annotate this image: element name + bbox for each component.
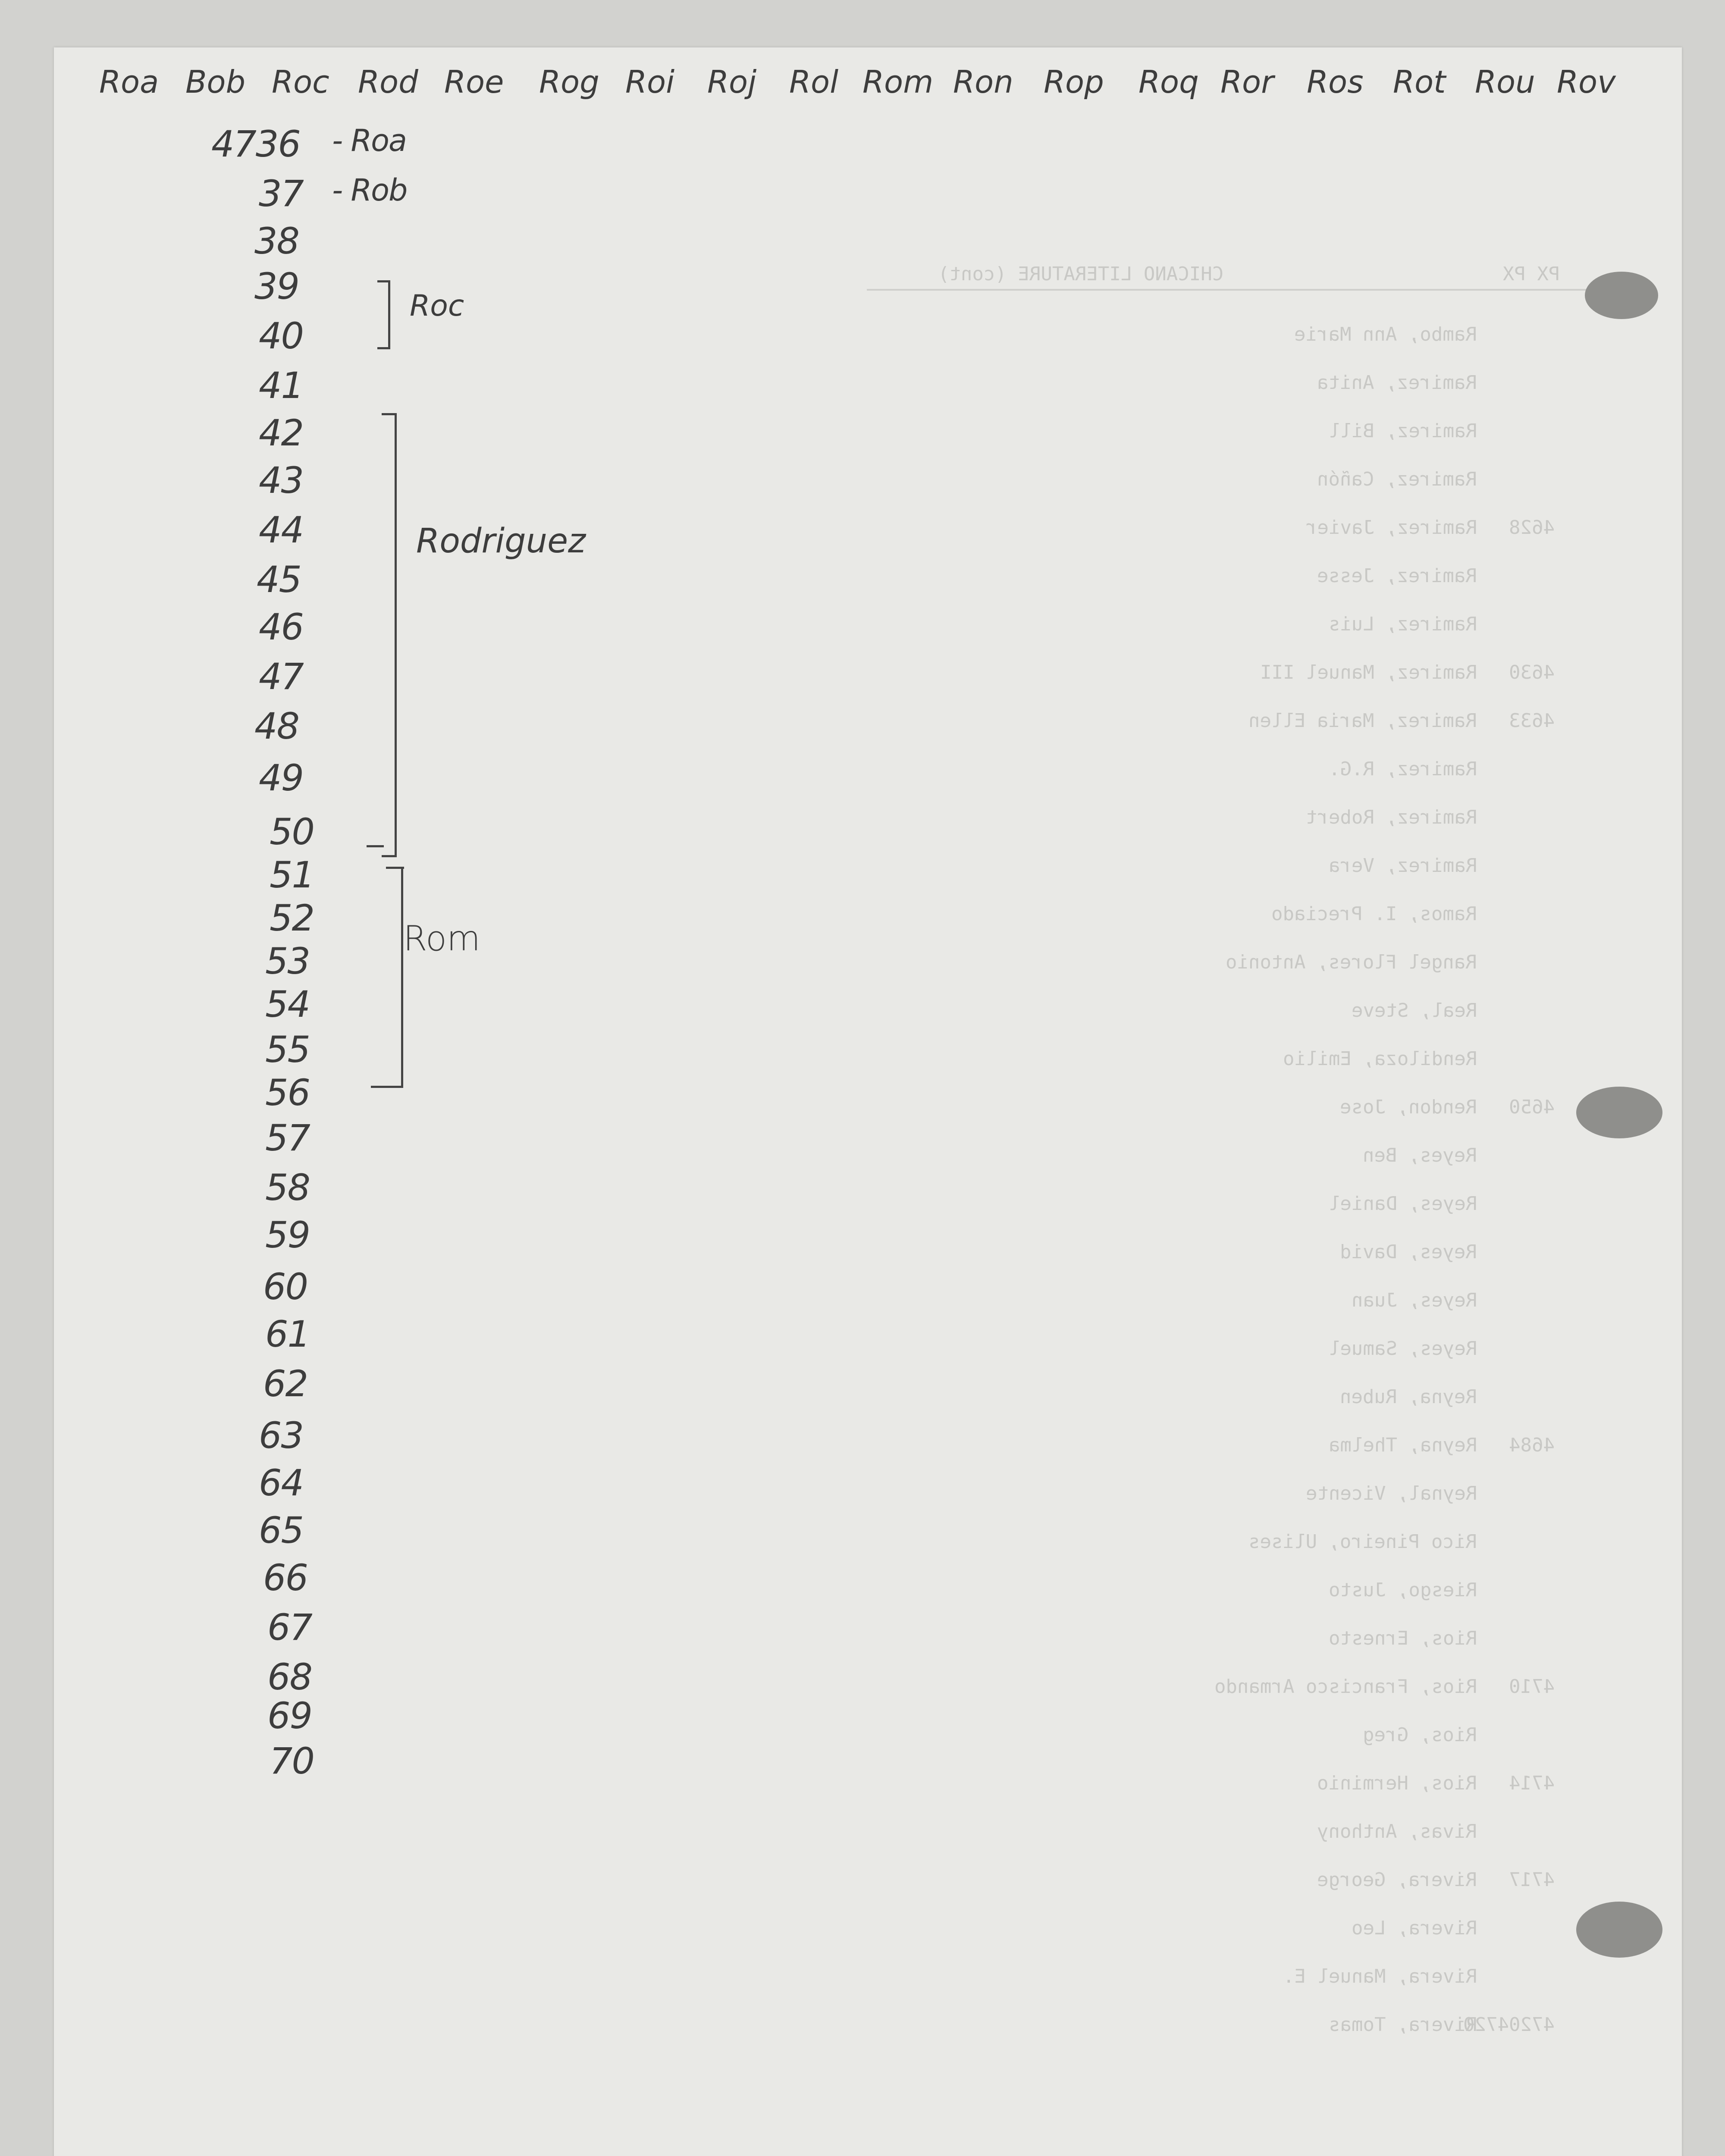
bleed-entry-name: Rico Pineiro, Ulises xyxy=(1248,1531,1477,1553)
index-number: 64 xyxy=(259,1462,303,1504)
bleed-entry-name: Ramirez, Luis xyxy=(1328,613,1477,635)
rom-bracket xyxy=(401,867,403,1087)
bleed-entry-name: Ramirez, Vera xyxy=(1328,855,1477,877)
bleed-entry-name: Ramirez, Cañón xyxy=(1317,468,1477,490)
roc-bracket xyxy=(377,280,390,349)
index-number: 60 xyxy=(263,1266,307,1308)
bleed-entry-name: Reyna, Ruben xyxy=(1340,1386,1477,1408)
bleed-entry-name: Ramirez, Javier xyxy=(1305,517,1477,539)
bleed-header-code: PX PX xyxy=(1503,263,1560,285)
bleed-entry-name: Rivera, Tomas xyxy=(1328,2014,1477,2036)
index-number: 51 xyxy=(270,854,314,896)
index-number: 4736 xyxy=(211,123,300,165)
tab-label: Roa xyxy=(99,64,159,100)
index-number: 61 xyxy=(265,1313,310,1355)
index-number: 63 xyxy=(259,1414,303,1457)
bleed-entry-name: Rios, Herminio xyxy=(1317,1772,1477,1794)
tab-label: Roe xyxy=(444,64,504,100)
index-number: 45 xyxy=(257,558,301,601)
bleed-entry-name: Ramos, I. Preciado xyxy=(1271,903,1477,925)
bleed-entry-name: Ramirez, Jesse xyxy=(1317,565,1477,587)
bleed-entry-name: Rivas, Anthony xyxy=(1317,1821,1477,1843)
bleed-entry-name: Rivera, Leo xyxy=(1351,1917,1477,1939)
index-number: 55 xyxy=(265,1028,310,1071)
bleed-entry-name: Rambo, Ann Marie xyxy=(1294,323,1477,345)
bleed-entry-name: Rangel Flores, Antonio xyxy=(1226,951,1477,973)
punch-hole xyxy=(1576,1902,1662,1958)
punch-hole xyxy=(1576,1087,1662,1138)
punch-hole xyxy=(1585,272,1658,319)
bleed-entry-number: 4710 xyxy=(1509,1676,1555,1698)
index-number: 49 xyxy=(259,757,303,799)
index-label: - Roa xyxy=(332,123,406,158)
tab-label: Ros xyxy=(1307,64,1364,100)
index-number: 37 xyxy=(259,172,303,215)
index-number: 52 xyxy=(270,897,314,939)
index-number: 42 xyxy=(259,412,303,454)
index-number: 59 xyxy=(265,1214,310,1256)
bleed-entry-number: 4714 xyxy=(1509,1772,1555,1794)
bleed-entry-name: Reyes, Ben xyxy=(1363,1144,1477,1166)
index-number: 70 xyxy=(270,1740,314,1782)
tab-label: Rol xyxy=(789,64,839,100)
bleed-entry-number: 47204720 xyxy=(1463,2014,1555,2036)
bleed-entry-name: Ramirez, Maria Ellen xyxy=(1248,710,1477,732)
bleed-entry-name: Rivera, George xyxy=(1317,1869,1477,1891)
document-page xyxy=(54,47,1682,2156)
bleed-entry-name: Ramirez, Bill xyxy=(1328,420,1477,442)
index-number: 58 xyxy=(265,1166,310,1209)
bleed-entry-name: Reyes, Juan xyxy=(1351,1289,1477,1311)
bleed-entry-number: 4717 xyxy=(1509,1869,1555,1891)
tab-label: Rod xyxy=(358,64,418,100)
index-number: 68 xyxy=(267,1656,312,1698)
tab-label: Rop xyxy=(1044,64,1104,100)
bleed-entry-name: Ramirez, R.G. xyxy=(1328,758,1477,780)
index-number: 48 xyxy=(254,705,299,747)
group-label-rom: Rom xyxy=(403,918,480,959)
rom-bracket-top xyxy=(386,867,404,869)
index-number: 69 xyxy=(267,1695,312,1737)
rodriguez-bracket xyxy=(382,413,397,857)
tab-label: Rog xyxy=(539,64,599,100)
index-number: 47 xyxy=(259,655,303,698)
bleed-entry-number: 4630 xyxy=(1509,661,1555,683)
tab-label: Ror xyxy=(1220,64,1274,100)
tab-label: Roi xyxy=(625,64,675,100)
index-number: 65 xyxy=(259,1509,303,1551)
index-number: 46 xyxy=(259,606,303,648)
index-number: 50 xyxy=(270,811,314,853)
rodriguez-end-dash xyxy=(367,845,384,847)
group-label-roc: Roc xyxy=(410,289,464,323)
index-number: 66 xyxy=(263,1557,307,1599)
bleed-entry-name: Reyna, Thelma xyxy=(1328,1434,1477,1456)
bleed-entry-name: Rendiloza, Emilio xyxy=(1283,1048,1477,1070)
tab-label: Roj xyxy=(707,64,757,100)
tab-label: Rom xyxy=(862,64,934,100)
bleed-entry-name: Rendon, Jose xyxy=(1340,1096,1477,1118)
bleed-entry-name: Rios, Francisco Armando xyxy=(1214,1676,1477,1698)
tab-label: Rot xyxy=(1393,64,1446,100)
index-number: 40 xyxy=(259,315,303,357)
bleed-entry-name: Real, Steve xyxy=(1351,1000,1477,1022)
bleed-entry-name: Reynal, Vicente xyxy=(1305,1482,1477,1504)
bleed-entry-name: Rios, Greg xyxy=(1363,1724,1477,1746)
index-number: 67 xyxy=(267,1606,312,1648)
index-number: 43 xyxy=(259,459,303,501)
bleed-entry-name: Ramirez, Manuel III xyxy=(1260,661,1477,683)
index-number: 38 xyxy=(254,220,299,262)
index-number: 54 xyxy=(265,983,310,1025)
tab-label: Rou xyxy=(1475,64,1535,100)
bleed-entry-name: Reyes, Samuel xyxy=(1328,1338,1477,1360)
bleed-entry-name: Rios, Ernesto xyxy=(1328,1627,1477,1649)
bleed-entry-name: Riesgo, Justo xyxy=(1328,1579,1477,1601)
bleed-entry-name: Ramirez, Robert xyxy=(1305,806,1477,828)
tab-label: Rov xyxy=(1557,64,1616,100)
bleed-header-title: CHICANO LITERATURE (cont) xyxy=(938,263,1224,285)
tab-label: Roc xyxy=(272,64,329,100)
index-number: 44 xyxy=(259,509,303,551)
index-label: - Rob xyxy=(332,172,407,208)
group-label-rodriguez: Rodriguez xyxy=(416,522,586,561)
index-number: 53 xyxy=(265,940,310,982)
bleed-entry-name: Rivera, Manuel E. xyxy=(1283,1965,1477,1987)
index-number: 41 xyxy=(259,364,303,407)
index-number: 57 xyxy=(265,1117,310,1159)
bleed-entry-number: 4633 xyxy=(1509,710,1555,732)
bleed-entry-name: Reyes, David xyxy=(1340,1241,1477,1263)
index-number: 39 xyxy=(254,265,299,307)
index-number: 62 xyxy=(263,1363,307,1405)
tab-label: Bob xyxy=(185,64,246,100)
tab-label: Roq xyxy=(1138,64,1199,100)
index-number: 56 xyxy=(265,1072,310,1114)
rom-bracket-bottom xyxy=(371,1086,403,1088)
bleed-entry-number: 4628 xyxy=(1509,517,1555,539)
bleed-header-rule xyxy=(867,289,1611,291)
tab-label: Ron xyxy=(953,64,1013,100)
bleed-entry-number: 4684 xyxy=(1509,1434,1555,1456)
bleed-entry-name: Reyes, Daniel xyxy=(1328,1193,1477,1215)
bleed-entry-name: Ramirez, Anita xyxy=(1317,372,1477,394)
bleed-entry-number: 4650 xyxy=(1509,1096,1555,1118)
